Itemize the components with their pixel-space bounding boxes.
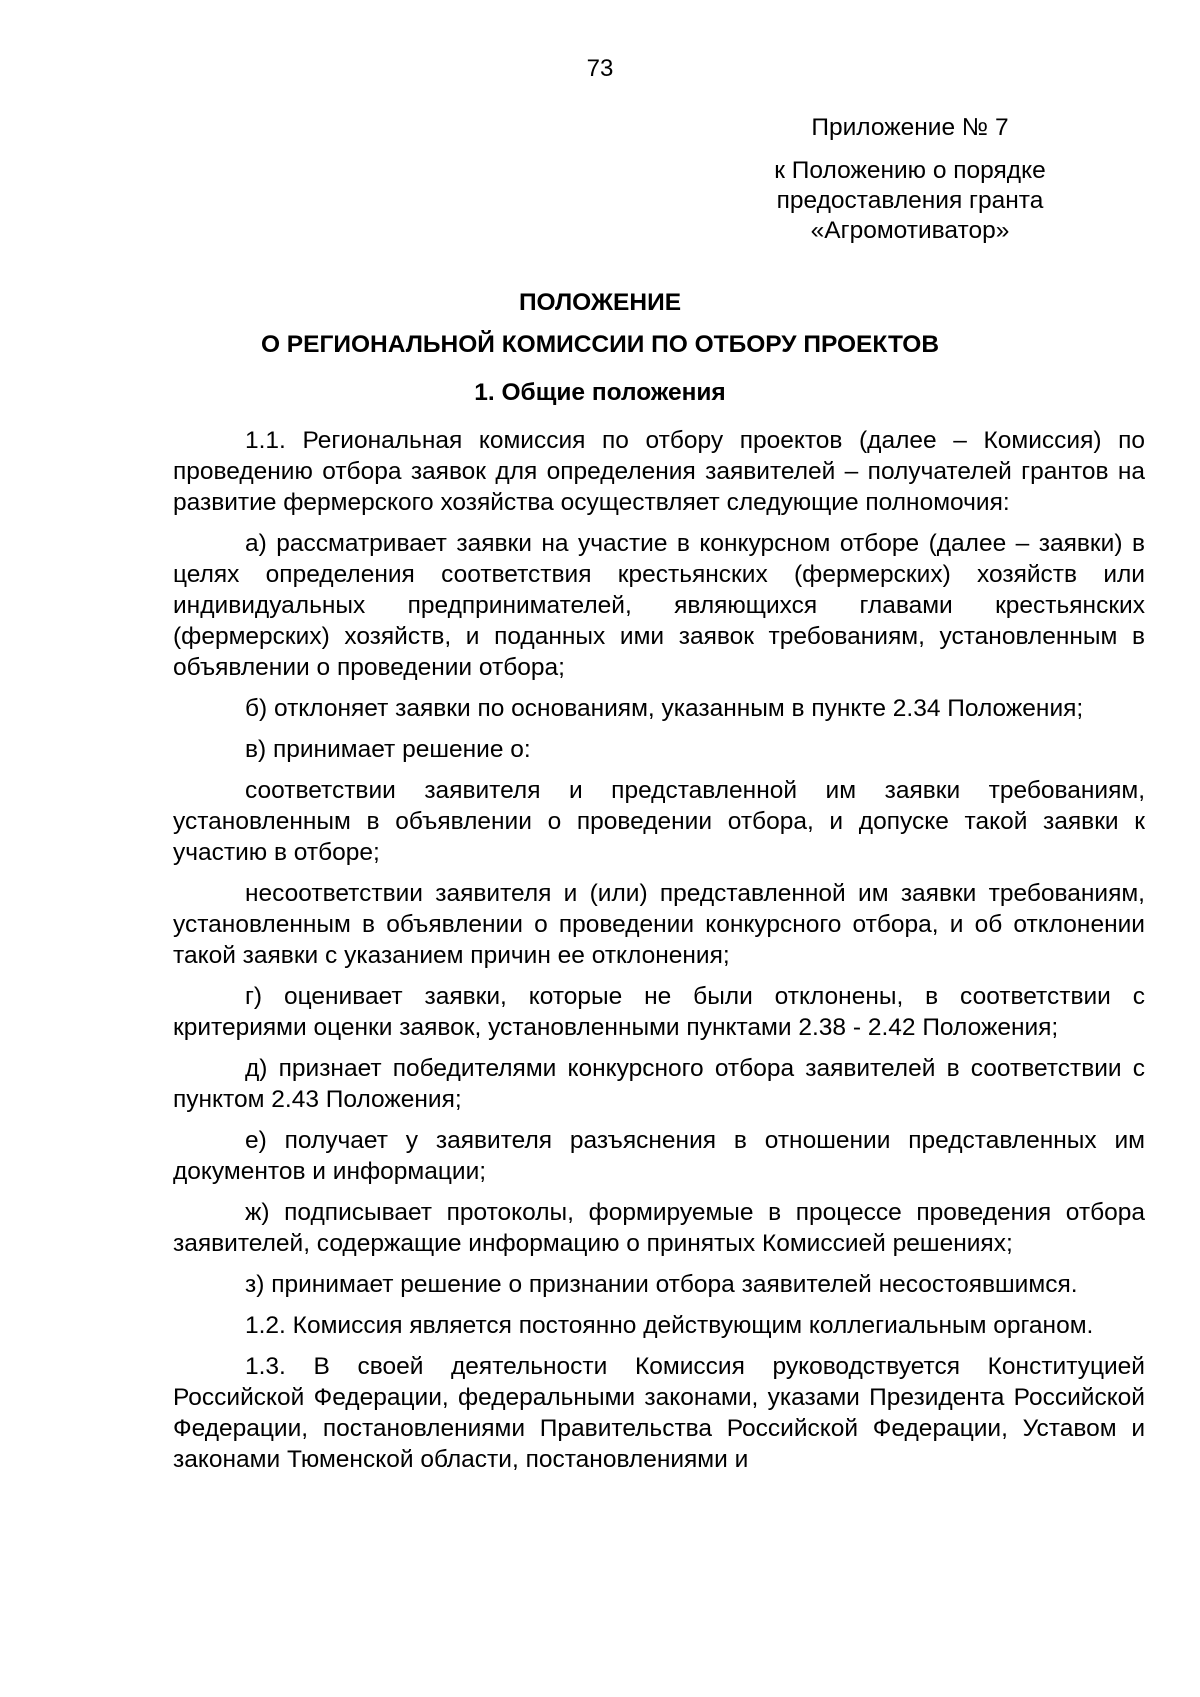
paragraph-item-v-1: соответствии заявителя и представленной им заявки требованиям, установленным в объявлении о проведении отбора, и допуске такой заявки к участию в отборе; [173,777,1145,866]
paragraph-item-d: д) признает победителями конкурсного отбора заявителей в соответствии с пунктом 2.43 Положения; [173,1055,1145,1113]
section-heading: 1. Общие положения [474,379,726,406]
paragraph-1-1: 1.1. Региональная комиссия по отбору проектов (далее – Комиссия) по проведению отбора заявок для определения заявителей – получателей грантов на развитие фермерского хозяйства осуществляет следующие полномочия: [173,427,1145,516]
paragraph-item-zh: ж) подписывает протоколы, формируемые в процессе проведения отбора заявителей, содержащие информацию о принятых Комиссией решениях; [173,1199,1145,1257]
appendix-title: Приложение № 7 [811,114,1009,141]
document-subtitle: О РЕГИОНАЛЬНОЙ КОМИССИИ ПО ОТБОРУ ПРОЕКТОВ [260,331,940,358]
paragraph-1-2: 1.2. Комиссия является постоянно действующим коллегиальным органом. [245,1312,1094,1339]
paragraph-item-v-2: несоответствии заявителя и (или) представленной им заявки требованиям, установленным в объявлении о проведении конкурсного отбора, и об отклонении такой заявки с указанием причин ее отклонения; [173,880,1145,969]
paragraph-item-a: а) рассматривает заявки на участие в конкурсном отборе (далее – заявки) в целях определения соответствия крестьянских (фермерских) хозяйств или индивидуальных предпринимателей, являющихся главами крестьянских (фермерских) хозяйств, и поданных ими заявок требованиям, установленным в объявлении о проведении отбора; [173,530,1145,681]
document-title: ПОЛОЖЕНИЕ [518,289,682,316]
paragraph-item-b: б) отклоняет заявки по основаниям, указанным в пункте 2.34 Положения; [245,695,1084,722]
page-number: 73 [586,55,614,82]
paragraph-item-e: е) получает у заявителя разъяснения в отношении представленных им документов и информации; [173,1127,1145,1185]
appendix-reference [740,156,1080,246]
paragraph-item-z: з) принимает решение о признании отбора заявителей несостоявшимся. [245,1271,1078,1298]
paragraph-item-g: г) оценивает заявки, которые не были отклонены, в соответствии с критериями оценки заявок, установленными пунктами 2.38 - 2.42 Положения; [173,983,1145,1041]
appendix-line: «Агромотиватор» [810,217,1010,244]
paragraph-1-3: 1.3. В своей деятельности Комиссия руководствуется Конституцией Российской Федерации, федеральными законами, указами Президента Российской Федерации, постановлениями Правительства Российской Федерации, Уставом и законами Тюменской области, постановлениями и [173,1353,1145,1473]
appendix-line: предоставления гранта [776,187,1044,214]
document-body [173,425,1145,1485]
appendix-line: к Положению о порядке [774,157,1046,184]
paragraph-item-v: в) принимает решение о: [245,736,531,763]
